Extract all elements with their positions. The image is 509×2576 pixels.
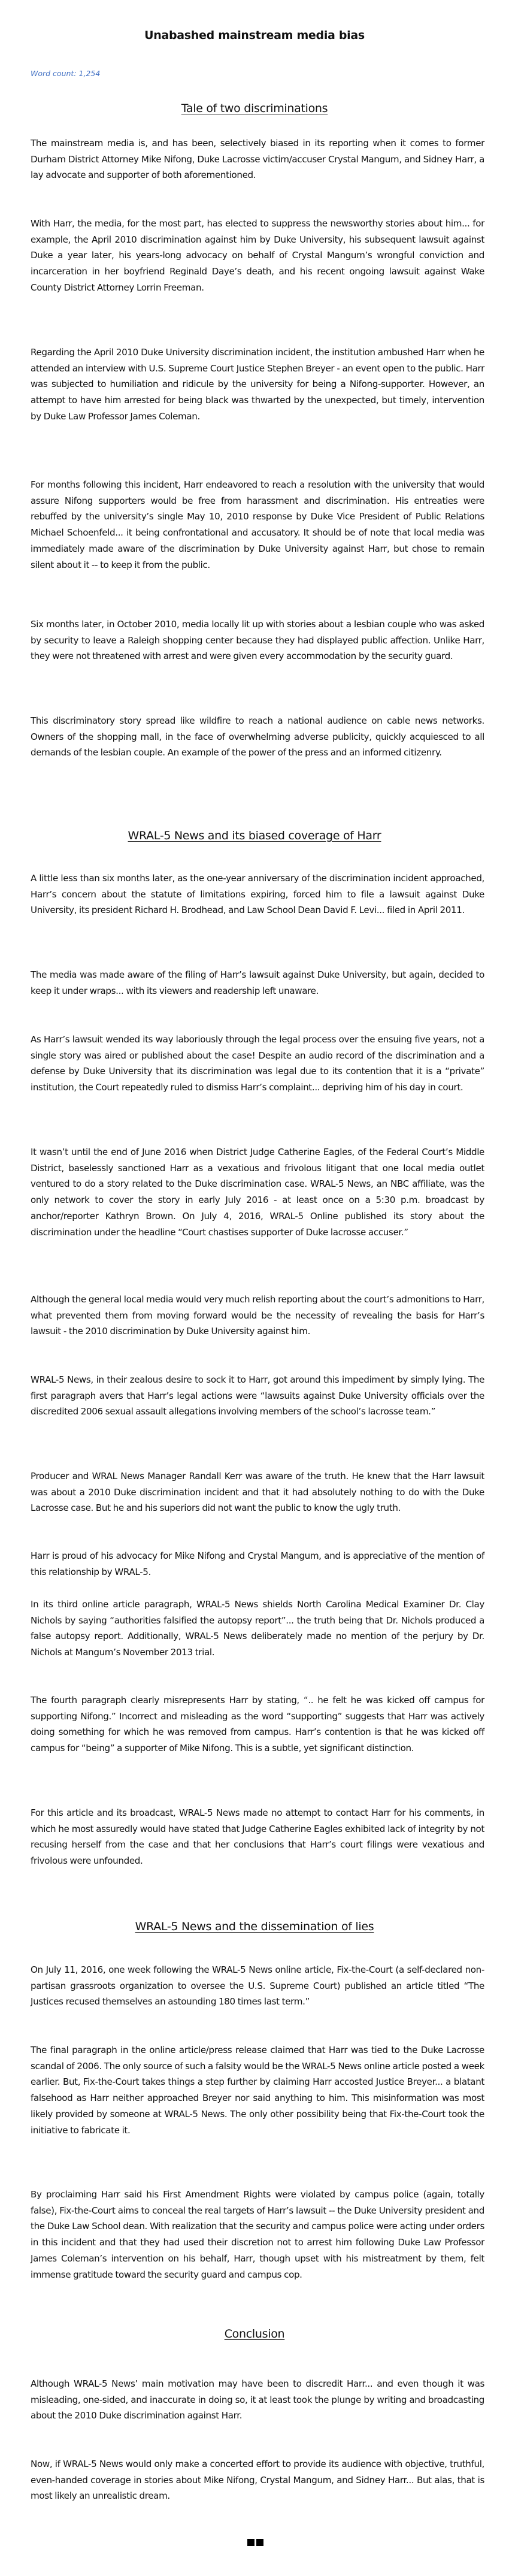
- square-icon: [256, 2539, 263, 2546]
- word-count: Word count: 1,254: [31, 69, 101, 78]
- paragraph: WRAL-5 News, in their zealous desire to sock it to Harr, got around this impediment by simply lying. The first paragraph avers that Harr’s legal actions were “lawsuits against Duke University officials over the discredited 2006 sexual assault allegations involving members of the school’s lacrosse team.”: [31, 1374, 484, 1417]
- section-heading-wral-biased-coverage: WRAL-5 News and its biased coverage of Harr: [128, 829, 381, 842]
- paragraph: Six months later, in October 2010, media locally lit up with stories about a lesbian couple who was asked by security to leave a Raleigh shopping center because they had displayed public affection. Unlike Harr, they were not threatened with arrest and were given every accommodation by the security guard.: [31, 619, 484, 662]
- document-title: Unabashed mainstream media bias: [144, 29, 365, 42]
- paragraph: It wasn’t until the end of June 2016 when District Judge Catherine Eagles, of the Federal Court’s Middle District, baselessly sanctioned Harr as a vexatious and frivolous litigant that one local media outlet ventured to do a story related to the Duke discrimination case. WRAL-5 News, an NBC affiliate, was the only network to cover the story in early July 2016 - at least once on a 5:30 p.m. broadcast by anchor/reporter Kathryn Brown. On July 4, 2016, WRAL-5 Online published its story about the discrimination under the headline “Court chastises supporter of Duke lacrosse accuser.”: [31, 1147, 484, 1238]
- paragraph: With Harr, the media, for the most part, has elected to suppress the newsworthy stories about him... for example, the April 2010 discrimination against him by Duke University, his subsequent lawsuit against Duke a year later, his years-long advocacy on behalf of Crystal Mangum’s wrongful conviction and incarceration in her boyfriend Reginald Daye’s death, and his recent ongoing lawsuit against Wake County District Attorney Lorrin Freeman.: [31, 218, 484, 293]
- paragraph: For months following this incident, Harr endeavored to reach a resolution with the university that would assure Nifong supporters would be free from harassment and discrimination. His entreaties were rebuffed by the university’s single May 10, 2010 response by Duke Vice President of Public Relations Michael Schoenfeld... it being confrontational and accusatory. It should be of note that local media was immediately made aware of the discrimination by Duke University against Harr, but chose to remain silent about it -- to keep it from the public.: [31, 479, 484, 570]
- section-heading-dissemination-of-lies: WRAL-5 News and the dissemination of lies: [135, 1920, 374, 1933]
- paragraph: In its third online article paragraph, WRAL-5 News shields North Carolina Medical Examiner Dr. Clay Nichols by saying “authorities falsified the autopsy report”... the truth being that Dr. Nichols produced a false autopsy report. Additionally, WRAL-5 News deliberately made no mention of the perjury by Dr. Nichols at Mangum’s November 2013 trial.: [31, 1599, 484, 1658]
- end-of-article-icon: [247, 2539, 263, 2546]
- paragraph: Although WRAL-5 News’ main motivation may have been to discredit Harr... and even though it was misleading, one-sided, and inaccurate in doing so, it at least took the plunge by writing and broadcasting about the 2010 Duke discrimination against Harr.: [31, 2378, 484, 2421]
- square-icon: [247, 2539, 255, 2546]
- paragraph: On July 11, 2016, one week following the WRAL-5 News online article, Fix-the-Court (a self-declared non-partisan grassroots organization to oversee the U.S. Supreme Court) published an article titled “The Justices recused themselves an astounding 180 times last term.”: [31, 1964, 484, 2007]
- paragraph: Regarding the April 2010 Duke University discrimination incident, the institution ambushed Harr when he attended an interview with U.S. Supreme Court Justice Stephen Breyer - an event open to the public. Harr was subjected to humiliation and ridicule by the university for being a Nifong-supporter. However, an attempt to have him arrested for being black was thwarted by the unexpected, but timely, intervention by Duke Law Professor James Coleman.: [31, 347, 484, 422]
- paragraph: Producer and WRAL News Manager Randall Kerr was aware of the truth. He knew that the Harr lawsuit was about a 2010 Duke discrimination incident and that it had absolutely nothing to do with the Duke Lacrosse case. But he and his superiors did not want the public to know the ugly truth.: [31, 1471, 484, 1514]
- paragraph: The fourth paragraph clearly misrepresents Harr by stating, “.. he felt he was kicked off campus for supporting Nifong.” Incorrect and misleading as the word “supporting” suggests that Harr was actively doing something for which he was removed from campus. Harr’s contention is that he was kicked off campus for “being” a supporter of Mike Nifong. This is a subtle, yet significant distinction.: [31, 1695, 484, 1754]
- paragraph: This discriminatory story spread like wildfire to reach a national audience on cable news networks. Owners of the shopping mall, in the face of overwhelming adverse publicity, quickly acquiesced to all demands of the lesbian couple. An example of the power of the press and an informed citizenry.: [31, 715, 484, 758]
- paragraph: As Harr’s lawsuit wended its way laboriously through the legal process over the ensuing five years, not a single story was aired or published about the case! Despite an audio record of the discrimination and a defense by Duke University that its discrimination was legal due to its contention that it is a “private” institution, the Court repeatedly ruled to dismiss Harr’s complaint... depriving him of his day in court.: [31, 1034, 484, 1093]
- paragraph: Although the general local media would very much relish reporting about the court’s admonitions to Harr, what prevented them from moving forward would be the necessity of revealing the basis for Harr’s lawsuit - the 2010 discrimination by Duke University against him.: [31, 1294, 484, 1337]
- section-heading-tale-of-two-discriminations: Tale of two discriminations: [181, 102, 328, 115]
- paragraph: By proclaiming Harr said his First Amendment Rights were violated by campus police (again, totally false), Fix-the-Court aims to conceal the real targets of Harr’s lawsuit -- the Duke University president and the Duke Law School dean. With realization that the security and campus police were acting under orders in this incident and that they had used their discretion not to arrest him following Duke Law Professor James Coleman’s intervention on his behalf, Harr, though upset with his mistreatment by them, felt immense gratitude toward the security guard and campus cop.: [31, 2189, 484, 2280]
- paragraph: The media was made aware of the filing of Harr’s lawsuit against Duke University, but again, decided to keep it under wraps... with its viewers and readership left unaware.: [31, 969, 484, 996]
- paragraph: The mainstream media is, and has been, selectively biased in its reporting when it comes to former Durham District Attorney Mike Nifong, Duke Lacrosse victim/accuser Crystal Mangum, and Sidney Harr, a lay advocate and supporter of both aforementioned.: [31, 138, 484, 181]
- paragraph: A little less than six months later, as the one-year anniversary of the discrimination incident approached, Harr’s concern about the statute of limitations expiring, forced him to file a lawsuit against Duke University, its president Richard H. Brodhead, and Law School Dean David F. Levi... filed in April 2011.: [31, 873, 484, 916]
- paragraph: Harr is proud of his advocacy for Mike Nifong and Crystal Mangum, and is appreciative of the mention of this relationship by WRAL-5.: [31, 1550, 484, 1577]
- section-heading-conclusion: Conclusion: [224, 2327, 285, 2341]
- paragraph: For this article and its broadcast, WRAL-5 News made no attempt to contact Harr for his comments, in which he most assuredly would have stated that Judge Catherine Eagles exhibited lack of integrity by not recusing herself from the case and that her conclusions that Harr’s court filings were vexatious and frivolous were unfounded.: [31, 1807, 484, 1867]
- paragraph: The final paragraph in the online article/press release claimed that Harr was tied to the Duke Lacrosse scandal of 2006. The only source of such a falsity would be the WRAL-5 News online article posted a week earlier. But, Fix-the-Court takes things a step further by claiming Harr accosted Justice Breyer... a blatant falsehood as Harr neither approached Breyer nor said anything to him. This misinformation was most likely provided by someone at WRAL-5 News. The only other possibility being that Fix-the-Court took the initiative to fabricate it.: [31, 2045, 484, 2136]
- paragraph: Now, if WRAL-5 News would only make a concerted effort to provide its audience with objective, truthful, even-handed coverage in stories about Mike Nifong, Crystal Mangum, and Sidney Harr... But alas, that is most likely an unrealistic dream.: [31, 2459, 484, 2502]
